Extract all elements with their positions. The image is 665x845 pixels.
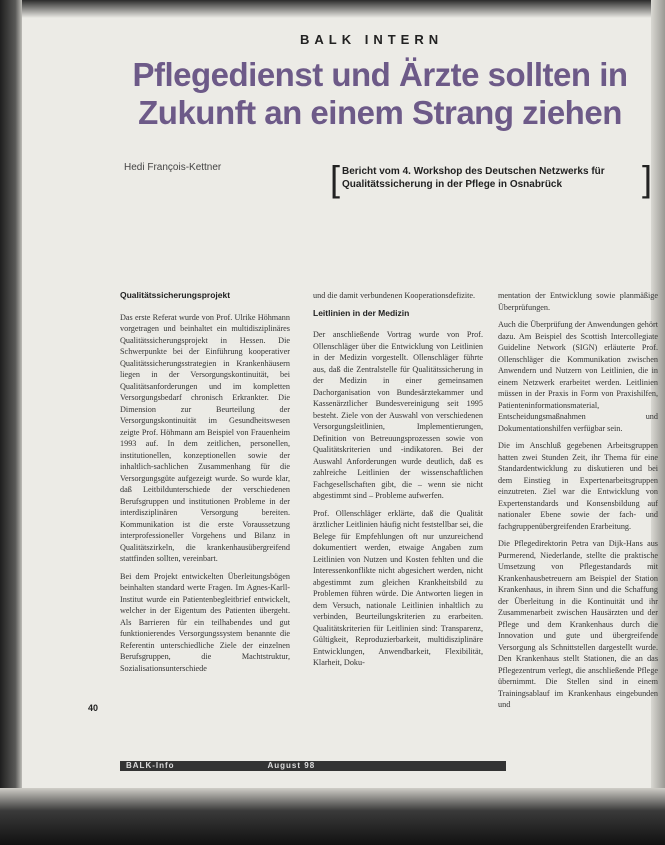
text-column-2 xyxy=(313,290,483,760)
article-author: Hedi François-Kettner xyxy=(124,162,222,173)
column3-paragraph-2: Die im Anschluß gegebenen Arbeitsgruppen hatten zwei Stunden Zeit, ihr Thema für eine Standardentwicklung zu diskutieren und bei dem Einstieg in Expertenarbeitsgruppen einzutreten. Ziel war die Entwicklung von Expertenstandards und Konsensbildung auf nationaler Ebene sowie der fach- und fachgruppenübergreifenden Erarbeitung. xyxy=(498,441,658,531)
text-column-3 xyxy=(498,290,658,765)
column2-paragraph-2: Prof. Ollenschläger erklärte, daß die Qualität ärztlicher Leitlinien häufig nicht feststellbar sei, die Belege für Empfehlungen oft nur unzureichend dokumentiert werden, etwaige Angaben zum Leitlinien von Nutzen und Kosten fehlten und die Interessenkonflikte nicht abgesichert werden, nicht abgestimmt zum gleichen Krankheitsbild zu Problemen führen würde. Die Antworten liegen in dem Versuch, nationale Leitlinien inhaltlich zu verbinden, Beurteilungskriterien zu erarbeiten. Qualitätskriterien für Leitlinien sind: Transparenz, Gültigkeit, Reproduzierbarkeit, multidisziplinäre Entwicklungen, Anwendbarkeit, Flexibilität, Klarheit, Doku- xyxy=(313,508,483,667)
page-number: 40 xyxy=(88,703,99,713)
subtitle-bracket-right: ] xyxy=(642,158,653,199)
scan-top-shadow xyxy=(0,0,665,18)
issue-date: August 98 xyxy=(267,761,316,770)
column1-heading: Qualitätssicherungsprojekt xyxy=(120,290,231,300)
article-subtitle: Bericht vom 4. Workshop des Deutschen Netzwerks für Qualitätssicherung in der Pflege in Osnabrück xyxy=(342,166,605,190)
column3-paragraph-3: Die Pflegedirektorin Petra van Dijk-Hans aus Purmerend, Niederlande, stellte die praktische Umsetzung von Pflegestandards mit Krankenhausbetreuern am Beispiel der Station Krankenhaus, in ihrem Sinn und die Schaffung der Überleitung in die Kontinuität und ihr Zusammenarbeit zwischen Hausärzten und der Pflege und dem Krankenhaus durch die Innovation und gute und übergreifende Versorgung als Schnittstellen dargestellt wurde. Den Krankenhaus stellt Stationen, die an das Pflegezentrum verlegt, die anschließende Pflege übernimmt. Die Stellen sind in einem Trainingsablauf im Krankenhaus eingebunden und xyxy=(498,539,658,709)
scan-binding-shadow xyxy=(0,0,22,845)
section-kicker: BALK INTERN xyxy=(300,32,444,47)
article-headline: Pflegedienst und Ärzte sollten in Zukunft an einem Strang ziehen xyxy=(132,56,628,131)
column3-paragraph-1: Auch die Überprüfung der Anwendungen gehört dazu. Am Beispiel des Scottish Intercollegiate Guideline Network (SIGN) erläuterte Prof. Ollenschläger die Kommunikation zwischen Anwendern und Nutzern von Leitlinien, die in einem Netzwerk erarbeitet werden. Leitlinien müssen in der Praxis in Form von Praxishilfen, Patienteninformationsmaterial, Entscheidungsmaßnahmen und Dokumentationshilfen verfügbar sein. xyxy=(498,320,658,433)
text-column-1 xyxy=(120,290,290,760)
column1-paragraph-1: Das erste Referat wurde von Prof. Ulrike Höhmann vorgetragen und beinhaltet ein multidisziplinäres Qualitätssicherungsprojekt in Hessen. Die Schwerpunkte bei der Einführung kooperativer Qualitätssicherungsstrategien in Krankenhäusern liegen in der Versorgungskontinuität, bei Qualitätsanforderungen und im kompletten Versorgungsbedarf chronisch Erkrankter. Die Dimension zur Beurteilung der Versorgungskontinuität im Gesundheitswesen zeigte Prof. Höhmann am Beispiel von Frauenheim 1993 auf. In dem zeitlichen, personellen, institutionellen, konzeptionellen sowie der inhaltlich-sachlichen Zusammenhang für die Versorgungsgüte aufgezeigt wurde. So wurde klar, daß Leitbildunterschiede der verschiedenen Berufsgruppen und institutionen Probleme in der interdisziplinären Versorgung bereiten. Kommunikation ist die erste Voraussetzung interprofessioneller Vorgehens und Bilanz in Qualitätszirkeln, die krankenhausübergreifend stattfinden sollten, vereinbart. xyxy=(120,312,290,563)
footer-bar xyxy=(120,761,506,771)
scan-bottom-shadow xyxy=(0,788,665,845)
column3-paragraph-0: mentation der Entwicklung sowie planmäßige Überprüfungen. xyxy=(498,291,658,312)
column1-paragraph-2: Bei dem Projekt entwickelten Überleitungsbögen beinhalten standard werte Fragen. Im Agnes-Karll-Institut wurde ein Patientenbegleitbrief entwickelt, welcher in der Eigentum des Patienten übergeht. Als Barrieren für ein teilhabendes und gut funktionierendes Versorgungssystem benannte die Referentin unterschiedliche Ziele der einzelnen Berufsgruppen, die Machtstruktur, Sozialisationsunterschiede xyxy=(120,571,290,673)
column2-paragraph-0: und die damit verbundenen Kooperationsdefizite. xyxy=(313,291,476,300)
column2-heading: Leitlinien in der Medizin xyxy=(313,307,410,318)
publication-name: BALK-Info xyxy=(126,761,175,770)
subtitle-bracket-left: [ xyxy=(330,158,341,199)
column2-paragraph-1: Der anschließende Vortrag wurde von Prof. Ollenschläger über die Entwicklung von Leitlinien in der Medizin vorgestellt. Ollenschläger führte aus, daß die Zentralstelle für Qualitätssicherung in der Medizin in einer gemeinsamen Dachorganisation von Bundesärztekammer und Kassenärztlicher Bundesvereinigung seit 1995 besteht. Ziele von der Auswahl von verschiedenen Versorgungsleitlinien, Implementierungen, Definition von Betreuungsprozessen sowie von Qualitätskriterien und -indikatoren. Bei der Auswahl Anforderungen wurde deutlich, daß es zahlreiche Leitlinien der wissenschaftlichen Fachgesellschaften gibt, die – wenn sie nicht abgestimmt sind – Probleme aufwerfen. xyxy=(313,330,483,500)
